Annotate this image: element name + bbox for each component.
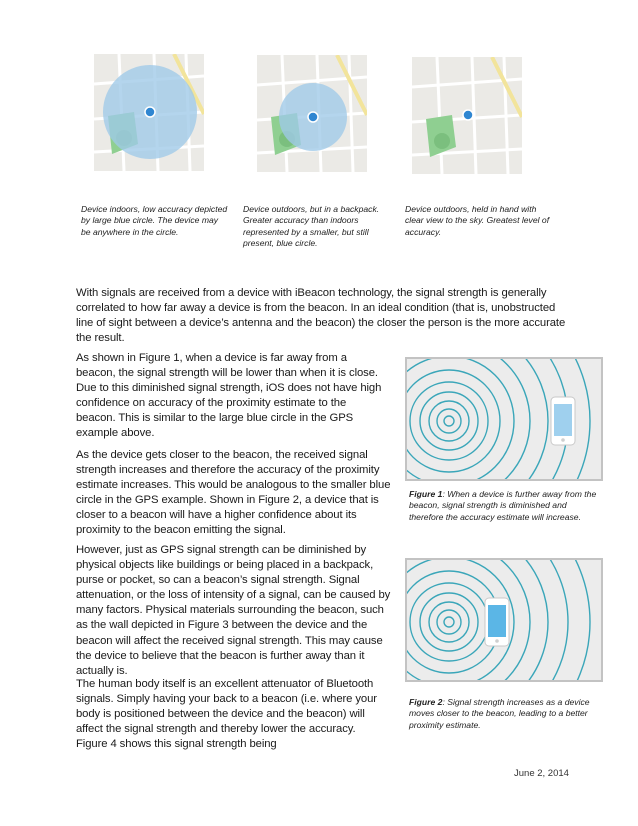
footer-date: June 2, 2014 [514, 768, 569, 779]
paragraph-human-body: The human body itself is an excellent attenuator of Bluetooth signals. Simply having your back to a beacon (i.e. where your body is positioned between the device and the beacon) will affect the signal strength and thereby lower the accuracy. Figure 4 shows this signal strength being [76, 678, 377, 751]
map-in-hand [412, 57, 522, 174]
paragraph-attenuation: However, just as GPS signal strength can be diminished by physical objects like buildings or being placed in a backpack, purse or pocket, so can a beacon’s signal strength. Signal attenuation, or the loss of intensity of a signal, can be caused by many factors. Physical materials surrounding the beacon, such as the wall depicted in Figure 3 between the device and the beacon will affect the received signal strength. This may cause the device to believe that the beacon is further away than it actually is. [76, 544, 391, 677]
map-indoors-graphic [94, 54, 204, 171]
figure-2-graphic [407, 560, 601, 680]
map-backpack-graphic [257, 55, 367, 172]
figure-2-diagram [405, 558, 603, 682]
phone-icon [485, 598, 509, 646]
figure-2-caption [409, 697, 601, 731]
caption-indoors: Device indoors, low accuracy depicted by large blue circle. The device may be anywhere in the circle. [81, 204, 228, 237]
figure-1-diagram [405, 357, 603, 481]
figure-2-label: Figure 2 [409, 697, 443, 707]
map-backpack [257, 55, 367, 172]
paragraph-figure2: As the device gets closer to the beacon, the received signal strength increases and therefore the accuracy of the proximity estimate increases. This would be analogous to the smaller blue circle in the GPS example. Shown in Figure 2, a device that is closer to a beacon will have a higher confidence about its proximity to the beacon emitting the signal. [76, 449, 391, 537]
intro-paragraph: With signals are received from a device with iBeacon technology, the signal strength is generally correlated to how far away a device is from the beacon. In an ideal condition (that is, unobstructed line of sight between a device’s antenna and the beacon) the closer the person is the more accurate the result. [76, 287, 566, 345]
figure-1-label: Figure 1 [409, 489, 443, 499]
figure-2-text: : Signal strength increases as a device moves closer to the beacon, leading to a better proximity estimate. [409, 697, 590, 730]
phone-icon [551, 397, 575, 445]
map-in-hand-graphic [412, 57, 522, 174]
caption-in-hand: Device outdoors, held in hand with clear view to the sky. Greatest level of accuracy. [405, 204, 550, 237]
map-indoors [94, 54, 204, 171]
figure-1-caption [409, 489, 601, 523]
caption-backpack: Device outdoors, but in a backpack. Greater accuracy than indoors represented by a smaller, but still present, blue circle. [243, 204, 380, 249]
paragraph-figure1: As shown in Figure 1, when a device is far away from a beacon, the signal strength will be lower than when it is close. Due to this diminished signal strength, iOS does not have high confidence on accuracy of the proximity estimate to the beacon. This is similar to the large blue circle in the GPS example above. [76, 352, 382, 440]
figure-1-graphic [407, 359, 601, 479]
figure-1-text: : When a device is further away from the beacon, signal strength is diminished and therefore the accuracy estimate will increase. [409, 489, 597, 522]
